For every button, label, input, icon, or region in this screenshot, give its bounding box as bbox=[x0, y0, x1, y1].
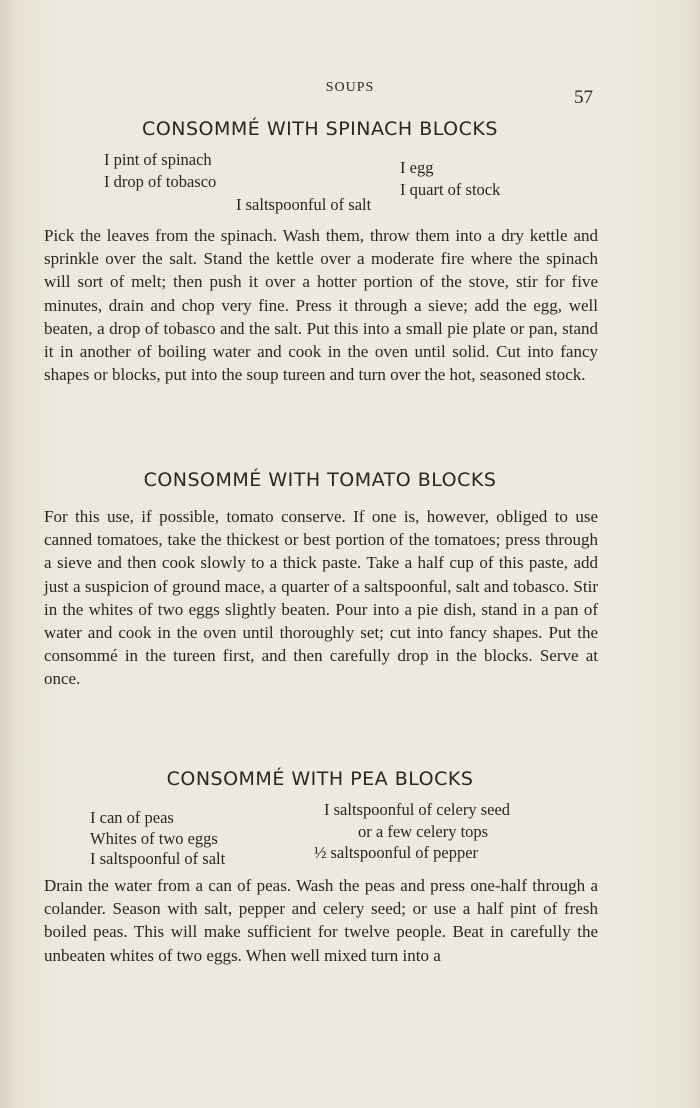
recipe-body-pea: Drain the water from a can of peas. Wash the peas and press one-half through a colander. Season with salt, pepper and celery seed; or use a half pint of fresh boiled peas. This will make sufficient for twelve people. Beat in carefully the unbeaten whites of two eggs. When well mixed turn into a bbox=[44, 876, 598, 965]
running-head: SOUPS bbox=[325, 80, 375, 95]
ingredient-peas: I can of peas bbox=[90, 808, 174, 827]
section-title-spinach: CONSOMMÉ WITH SPINACH BLOCKS bbox=[142, 118, 498, 140]
ingredient-tobasco: I drop of tobasco bbox=[104, 172, 217, 191]
recipe-body-tomato: For this use, if possible, tomato conserve. If one is, however, obliged to use canned tomatoes, take the thickest or best portion of the tomatoes; press through a sieve and then cook slowly to a thick paste. Take a half cup of this paste, add just a suspicion of ground mace, a quarter of a saltspoonful, salt and tobasco. Stir in the whites of two eggs slightly beaten. Pour into a pie dish, stand in a pan of water and cook in the oven until thoroughly set; cut into fancy shapes. Put the consommé in the tureen first, and then carefully drop in the blocks. Serve at once. bbox=[44, 507, 598, 689]
ingredient-salt-pea: I saltspoonful of salt bbox=[90, 849, 226, 868]
section-title-tomato: CONSOMMÉ WITH TOMATO BLOCKS bbox=[143, 469, 497, 491]
ingredient-egg-whites: Whites of two eggs bbox=[90, 829, 218, 848]
ingredient-stock: I quart of stock bbox=[400, 180, 501, 199]
ingredient-egg: I egg bbox=[400, 158, 434, 177]
section-title-pea: CONSOMMÉ WITH PEA BLOCKS bbox=[166, 768, 474, 790]
page-number: 57 bbox=[574, 87, 593, 108]
ingredient-celery-seed: I saltspoonful of celery seed bbox=[324, 800, 511, 819]
ingredient-salt: I saltspoonful of salt bbox=[236, 195, 372, 214]
ingredient-pepper: ½ saltspoonful of pepper bbox=[314, 843, 479, 862]
ingredient-celery-tops: or a few celery tops bbox=[358, 822, 489, 841]
recipe-body-spinach: Pick the leaves from the spinach. Wash them, throw them into a dry kettle and sprinkle over the salt. Stand the kettle over a moderate fire where the spinach will sort of melt; then push it over a hotter portion of the stove, stir for five minutes, drain and chop very fine. Press it through a sieve; add the egg, well beaten, a drop of tobasco and the salt. Put this into a small pie plate or pan, stand it in another of boiling water and cook in the oven until solid. Cut into fancy shapes or blocks, put into the soup tureen and turn over the hot, seasoned stock. bbox=[44, 226, 598, 385]
ingredient-spinach: I pint of spinach bbox=[104, 150, 212, 169]
